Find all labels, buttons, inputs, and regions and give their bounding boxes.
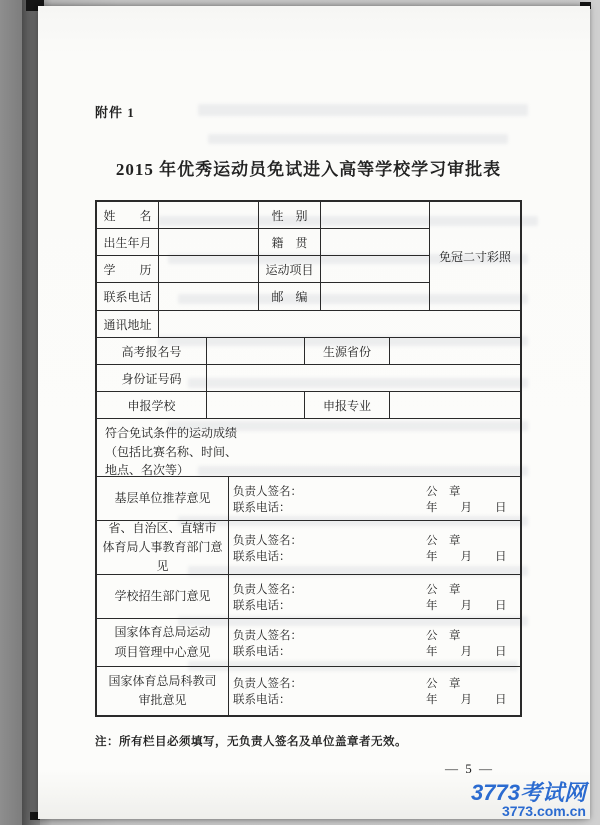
gender-label: 性 别 (259, 202, 321, 228)
sign-block (229, 627, 426, 659)
sign-label: 负责人签名： (233, 583, 302, 596)
site-watermark (471, 781, 586, 819)
id-number-field (207, 365, 520, 391)
school-field (207, 392, 305, 418)
name-field (159, 202, 259, 228)
date-label: 年 月 日 (426, 645, 507, 658)
seal-label: 公 章 (426, 485, 461, 498)
exam-id-label: 高考报名号 (97, 338, 207, 364)
sign-label: 负责人签名： (233, 485, 302, 498)
education-field (159, 256, 259, 282)
row-birth-native (97, 229, 429, 256)
date-label: 年 月 日 (426, 550, 507, 563)
sign-block (229, 675, 426, 707)
province-field (390, 338, 520, 364)
watermark-site-url: 3773.com.cn (501, 803, 586, 820)
opinion-content (229, 521, 520, 574)
date-label: 年 月 日 (426, 501, 507, 514)
education-label: 学 历 (97, 256, 159, 282)
contact-phone-label: 联系电话 (97, 283, 159, 310)
date-label: 年 月 日 (426, 599, 507, 612)
seal-block (426, 532, 520, 564)
sign-block (229, 581, 426, 613)
watermark-site-name: 3773考试网 (471, 780, 586, 806)
row-id-number (97, 365, 520, 392)
row-address (97, 311, 520, 338)
exam-id-field (207, 338, 305, 364)
seal-label: 公 章 (426, 534, 461, 547)
phone-label: 联系电话： (233, 694, 291, 706)
contact-phone-field (159, 283, 259, 310)
row-achievements (97, 419, 520, 477)
sport-field (321, 256, 429, 282)
name-label: 姓 名 (97, 202, 159, 228)
footnote: 注：所有栏目必须填写，无负责人签名及单位盖章者无效。 (95, 736, 407, 748)
school-label: 申报学校 (97, 392, 207, 418)
sign-label: 负责人签名： (233, 678, 302, 690)
seal-block (426, 675, 520, 707)
seal-label: 公 章 (426, 629, 461, 642)
seal-label: 公 章 (426, 583, 461, 596)
sign-label: 负责人签名： (233, 534, 302, 547)
opinion-row-sport-center (97, 619, 520, 667)
opinion-content (229, 477, 520, 520)
sign-block (229, 483, 426, 515)
opinion-label: 基层单位推荐意见 (97, 477, 229, 520)
opinion-content (229, 619, 520, 666)
row-edu-sport (97, 256, 429, 283)
id-number-label: 身份证号码 (97, 365, 207, 391)
native-label: 籍 贯 (259, 229, 321, 255)
gender-field (321, 202, 429, 228)
approval-form-table (95, 200, 522, 717)
seal-block (426, 581, 520, 613)
row-school-major (97, 392, 520, 419)
document-title: 2015 年优秀运动员免试进入高等学校学习审批表 (115, 160, 502, 179)
opinion-content (229, 575, 520, 618)
birth-label: 出生年月 (97, 229, 159, 255)
attachment-label: 附件 1 (95, 105, 135, 120)
photo-placeholder: 免冠二寸彩照 (429, 202, 520, 310)
seal-block (426, 627, 520, 659)
achievements-label: 符合免试条件的运动成绩 （包括比赛名称、时间、 地点、名次等） (105, 426, 238, 478)
major-field (390, 392, 520, 418)
opinion-label: 国家体育总局科教司 审批意见 (97, 667, 229, 715)
phone-label: 联系电话： (233, 550, 291, 563)
province-label: 生源省份 (305, 338, 390, 364)
row-name-gender (97, 202, 429, 229)
opinion-label: 省、自治区、直辖市 体育局人事教育部门意见 (97, 521, 229, 574)
opinion-row-grassroots (97, 477, 520, 521)
phone-label: 联系电话： (233, 501, 291, 514)
phone-label: 联系电话： (233, 599, 291, 612)
birth-field (159, 229, 259, 255)
sign-block (229, 532, 426, 564)
phone-label: 联系电话： (233, 645, 291, 658)
scanned-page (38, 6, 590, 819)
address-label: 通讯地址 (97, 311, 159, 337)
row-phone-zip (97, 283, 429, 310)
opinion-row-school-admissions (97, 575, 520, 619)
sport-label: 运动项目 (259, 256, 321, 282)
major-label: 申报专业 (305, 392, 390, 418)
sign-label: 负责人签名： (233, 629, 302, 642)
date-label: 年 月 日 (426, 694, 507, 706)
seal-label: 公 章 (426, 678, 461, 690)
page-number: — 5 — (445, 761, 494, 776)
opinion-label: 国家体育总局运动 项目管理中心意见 (97, 619, 229, 666)
opinion-row-science-education-dept (97, 667, 520, 715)
opinion-content (229, 667, 520, 715)
opinion-row-provincial (97, 521, 520, 575)
opinion-label: 学校招生部门意见 (97, 575, 229, 618)
seal-block (426, 483, 520, 515)
row-exam-province (97, 338, 520, 365)
zip-label: 邮 编 (259, 283, 321, 310)
top-section (97, 202, 520, 311)
address-field (159, 311, 520, 337)
native-field (321, 229, 429, 255)
zip-field (321, 283, 429, 310)
